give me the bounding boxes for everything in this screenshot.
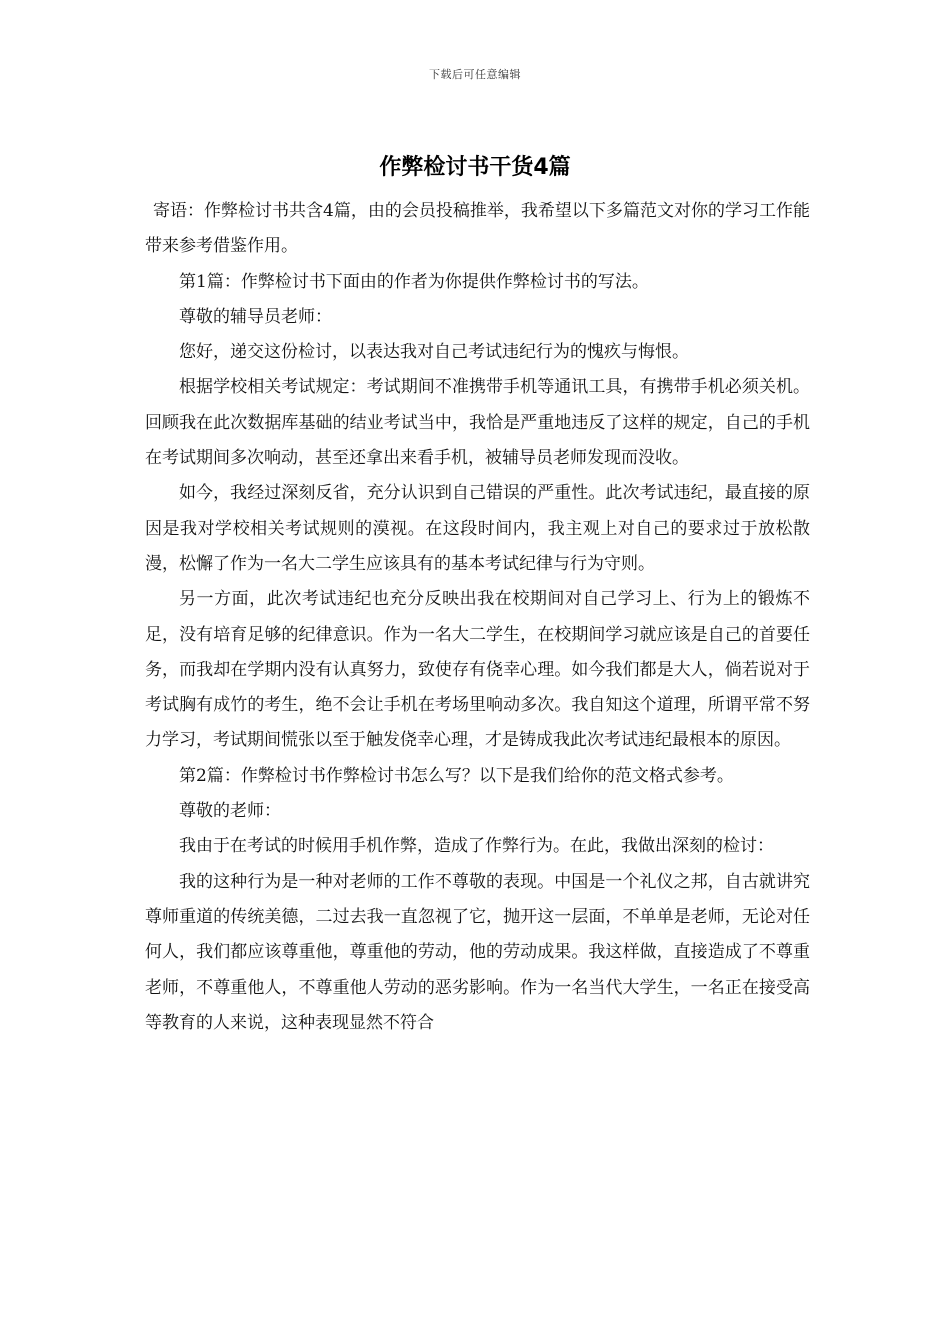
section-1-heading: 第1篇：作弊检讨书下面由的作者为你提供作弊检讨书的写法。: [179, 271, 649, 292]
salutation-paragraph: 尊敬的辅导员老师：: [179, 306, 332, 327]
body-paragraph: 如今，我经过深刻反省，充分认识到自己错误的严重性。此次考试违纪，最直接的原因是我对学校相关考试规则的漠视。在这段时间内，我主观上对自己的要求过于放松散漫，松懈了作为一名大二学生应该具有的基本考试纪律与行为守则。: [145, 483, 810, 574]
document-title: 作弊检讨书干货4篇: [379, 155, 571, 180]
body-paragraph: 另一方面，此次考试违纪也充分反映出我在校期间对自己学习上、行为上的锻炼不足，没有培育足够的纪律意识。作为一名大二学生，在校期间学习就应该是自己的首要任务，而我却在学期内没有认真努力，致使存有侥幸心理。如今我们都是大人，倘若说对于考试胸有成竹的考生，绝不会让手机在考场里响动多次。我自知这个道理，所谓平常不努力学习，考试期间慌张以至于触发侥幸心理，才是铸成我此次考试违纪最根本的原因。: [145, 589, 810, 751]
document-body: [145, 194, 810, 1041]
body-paragraph: 我由于在考试的时候用手机作弊，造成了作弊行为。在此，我做出深刻的检讨：: [179, 836, 774, 857]
body-paragraph: 您好，递交这份检讨，以表达我对自己考试违纪行为的愧疚与悔恨。: [179, 342, 689, 363]
body-paragraph: 根据学校相关考试规定：考试期间不准携带手机等通讯工具，有携带手机必须关机。回顾我在此次数据库基础的结业考试当中，我恰是严重地违反了这样的规定，自己的手机在考试期间多次响动，甚至还拿出来看手机，被辅导员老师发现而没收。: [145, 377, 810, 469]
body-paragraph: 我的这种行为是一种对老师的工作不尊敬的表现。中国是一个礼仪之邦，自古就讲究尊师重道的传统美德，二过去我一直忽视了它，抛开这一层面，不单单是老师，无论对任何人，我们都应该尊重他，尊重他的劳动，他的劳动成果。我这样做，直接造成了不尊重老师，不尊重他人，不尊重他人劳动的恶劣影响。作为一名当代大学生，一名正在接受高等教育的人来说，这种表现显然不符合: [145, 871, 810, 1033]
intro-paragraph: 寄语：作弊检讨书共含4篇，由的会员投稿推举，我希望以下多篇范文对你的学习工作能带来参考借鉴作用。: [145, 201, 810, 257]
salutation-paragraph: 尊敬的老师：: [179, 801, 281, 822]
page-header-note: 下载后可任意编辑: [429, 68, 521, 81]
section-2-heading: 第2篇：作弊检讨书作弊检讨书怎么写？以下是我们给你的范文格式参考。: [179, 765, 734, 786]
